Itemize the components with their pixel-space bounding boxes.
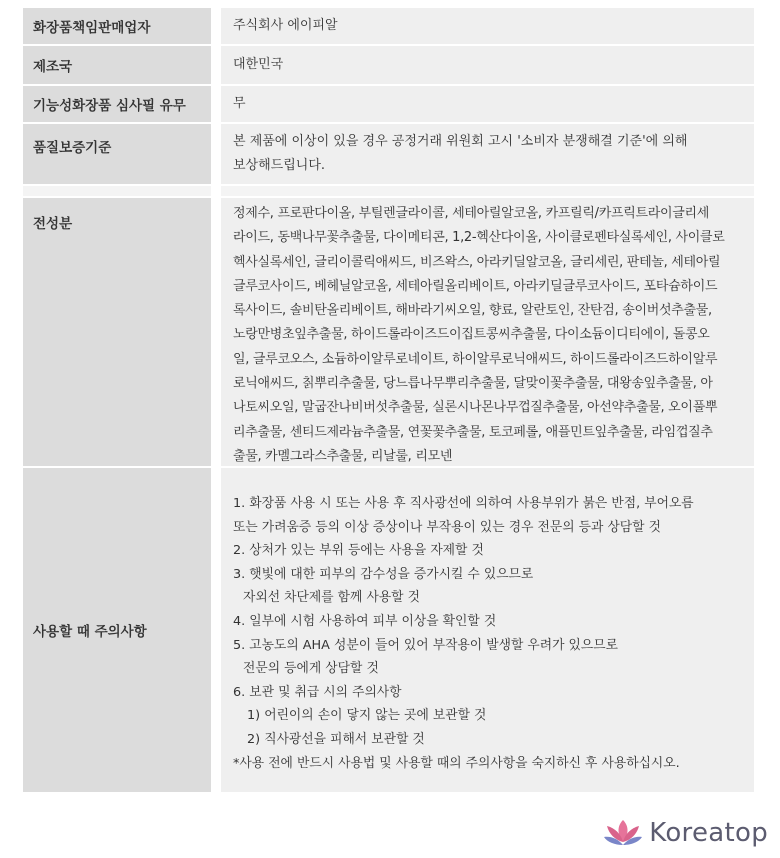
ingredients-line: 일, 글루코오스, 소듐하이알루로네이트, 하이알루로닉애씨드, 하이드롤라이즈드하이알루 — [233, 351, 718, 367]
caution-line: 1. 화장품 사용 시 또는 사용 후 직사광선에 의하여 사용부위가 붉은 반점, 부어오름 — [233, 496, 694, 511]
row-quality — [23, 124, 754, 186]
ingredients-value — [221, 198, 754, 466]
cautions-label: 사용할 때 주의사항 — [23, 468, 211, 792]
koreatop-watermark — [603, 818, 768, 848]
seller-label: 화장품책임판매업자 — [23, 8, 211, 44]
caution-line: 전문의 등에게 상담할 것 — [243, 661, 379, 677]
ingredients-line: 출물, 카멜그라스추출물, 리날룰, 리모넨 — [233, 448, 453, 464]
ingredients-line: 노랑만병초잎추출물, 하이드롤라이즈드이집트콩씨추출물, 다이소듐이디티에이, 돌콩오 — [233, 327, 710, 343]
origin-label: 제조국 — [23, 46, 211, 84]
caution-line: 자외선 차단제를 함께 사용할 것 — [243, 590, 420, 606]
row-origin — [23, 46, 754, 86]
ingredients-line: 로닉애씨드, 칡뿌리추출물, 당느릅나무뿌리추출물, 달맞이꽃추출물, 대왕송잎추출물, 아 — [233, 376, 713, 392]
caution-line: *사용 전에 반드시 사용법 및 사용할 때의 주의사항을 숙지하신 후 사용하십시오. — [233, 755, 680, 771]
lotus-icon — [603, 818, 643, 848]
row-seller — [23, 8, 754, 46]
spacer-cell — [221, 186, 754, 196]
seller-value: 주식회사 에이피알 — [221, 8, 754, 44]
row-ingredients — [23, 198, 754, 468]
product-info-table — [23, 8, 754, 794]
quality-value — [221, 124, 754, 184]
caution-line: 6. 보관 및 취급 시의 주의사항 — [233, 684, 402, 700]
ingredients-line: 록사이드, 솔비탄올리베이트, 해바라기씨오일, 향료, 알란토인, 잔탄검, 송이버섯추출물, — [233, 303, 712, 319]
ingredients-line: 정제수, 프로판다이올, 부틸렌글라이콜, 세테아릴알코올, 카프릴릭/카프릭트라이글리세 — [233, 206, 710, 221]
ingredients-label: 전성분 — [23, 198, 211, 466]
watermark-text: Koreatop — [649, 818, 768, 848]
row-functional — [23, 86, 754, 124]
caution-line: 또는 가려움증 등의 이상 증상이나 부작용이 있는 경우 전문의 등과 상담할 것 — [233, 519, 661, 535]
quality-line: 보상해드립니다. — [233, 158, 326, 173]
ingredients-line: 라이드, 동백나무꽃추출물, 다이메티콘, 1,2-헥산다이올, 사이클로펜타실록세인, 사이클로 — [233, 230, 725, 246]
origin-value: 대한민국 — [221, 46, 754, 84]
ingredients-line: 헥사실록세인, 글리이콜릭애씨드, 비즈왁스, 아라키딜알코올, 글리세린, 판테놀, 세테아릴 — [233, 254, 721, 270]
cautions-value — [221, 468, 754, 792]
row-cautions — [23, 468, 754, 794]
quality-label: 품질보증기준 — [23, 124, 211, 184]
caution-line: 2) 직사광선을 피해서 보관할 것 — [247, 731, 425, 747]
caution-line: 2. 상처가 있는 부위 등에는 사용을 자제할 것 — [233, 543, 484, 559]
ingredients-line: 글루코사이드, 베헤닐알코올, 세테아릴올리베이트, 아라키딜글루코사이드, 포타슘하이드 — [233, 278, 718, 294]
row-spacer — [23, 186, 754, 198]
caution-line: 1) 어린이의 손이 닿지 않는 곳에 보관할 것 — [247, 708, 487, 724]
ingredients-line: 나토씨오일, 말굽잔나비버섯추출물, 실론시나몬나무껍질추출물, 아선약추출물, 오이풀뿌 — [233, 400, 718, 416]
spacer-cell — [23, 186, 211, 196]
quality-line: 본 제품에 이상이 있을 경우 공정거래 위원회 고시 '소비자 분쟁해결 기준'에 의해 — [233, 134, 688, 149]
ingredients-line: 리추출물, 센티드제라늄추출물, 연꽃꽃추출물, 토코페롤, 애플민트잎추출물, 라임껍질추 — [233, 424, 713, 440]
caution-line: 4. 일부에 시험 사용하여 피부 이상을 확인할 것 — [233, 613, 497, 629]
functional-label: 기능성화장품 심사필 유무 — [23, 86, 211, 122]
functional-value: 무 — [221, 86, 754, 122]
caution-line: 5. 고농도의 AHA 성분이 들어 있어 부작용이 발생할 우려가 있으므로 — [233, 637, 618, 653]
caution-line: 3. 햇빛에 대한 피부의 감수성을 증가시킬 수 있으므로 — [233, 566, 534, 582]
